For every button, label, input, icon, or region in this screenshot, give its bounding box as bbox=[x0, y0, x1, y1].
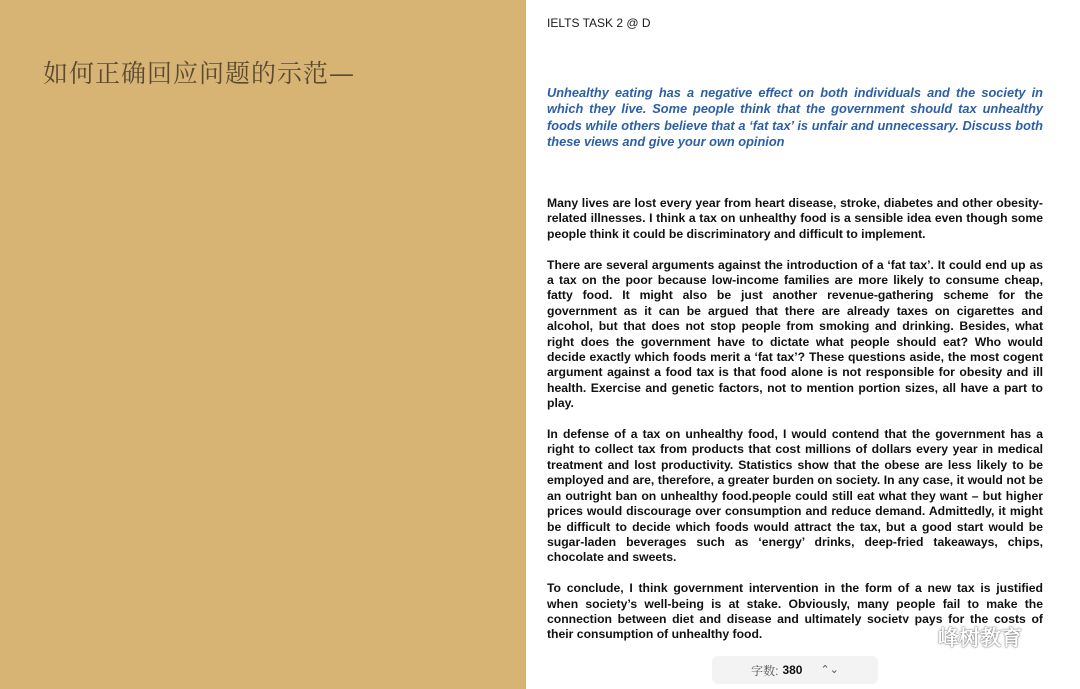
word-count-control[interactable] bbox=[712, 656, 878, 684]
essay-body bbox=[547, 196, 1043, 658]
document-header: IELTS TASK 2 @ D bbox=[547, 16, 651, 30]
word-count-value: 380 bbox=[782, 663, 803, 677]
slide-panel bbox=[0, 0, 526, 689]
essay-paragraph-against: There are several arguments against the introduction of a ‘fat tax’. It could end up as a tax on the poor because low-income families are more likely to consume cheap, fatty food. It might also be just another revenue-gathering scheme for the government as it can be argued that there are already taxes on cigarettes and alcohol, but that does not stop people from smoking and drinking. Besides, what right does the government have to dictate what people should eat? Who would decide exactly which foods merit a ‘fat tax’? These questions aside, the most cogent argument against a food tax is that food alone is not responsible for obesity and ill health. Exercise and genetic factors, not to mention portion sizes, all have a part to play. bbox=[547, 257, 1043, 411]
essay-prompt: Unhealthy eating has a negative effect on both individuals and the society in which they live. Some people think that the government should tax unhealthy foods while others believe that a ‘fat tax’ is unfair and unnecessary. Discuss both these views and give your own opinion bbox=[547, 85, 1043, 150]
up-down-chevron-icon[interactable]: ⌃⌄ bbox=[820, 663, 839, 676]
essay-paragraph-intro: Many lives are lost every year from heart disease, stroke, diabetes and other obesity-related illnesses. I think a tax on unhealthy food is a sensible idea even though some people think it could be discriminatory and difficult to implement. bbox=[547, 196, 1043, 241]
wechat-icon bbox=[894, 622, 932, 652]
watermark-text: 峰树教育 bbox=[938, 627, 1022, 650]
slide-title: 如何正确回应问题的示范— bbox=[43, 59, 356, 88]
essay-paragraph-for: In defense of a tax on unhealthy food, I would contend that the government has a right to collect tax from products that cost millions of dollars every year in medical treatment and lost productivity. Statistics show that the obese are less likely to be employed and are, therefore, a greater burden on society. In any case, it would not be an outright ban on unhealthy food.people could still eat what they want – but higher prices would discourage over consumption and reduce demand. Admittedly, it might be difficult to decide which foods would attract the tax, but a good start would be sugar-laden beverages such as ‘energy’ drinks, deep-fried takeaways, chips, chocolate and sweets. bbox=[547, 427, 1043, 565]
watermark bbox=[894, 622, 1022, 652]
word-count-label: 字数: bbox=[751, 663, 779, 678]
essay-paragraph-conclusion: To conclude, I think government intervention in the form of a new tax is justified when society’s well-being is at stake. Obviously, many people fail to make the connection between diet and disease and ultimately society pays for the costs of their consumption of unhealthy food. bbox=[547, 581, 1043, 642]
document-page bbox=[526, 0, 1080, 689]
